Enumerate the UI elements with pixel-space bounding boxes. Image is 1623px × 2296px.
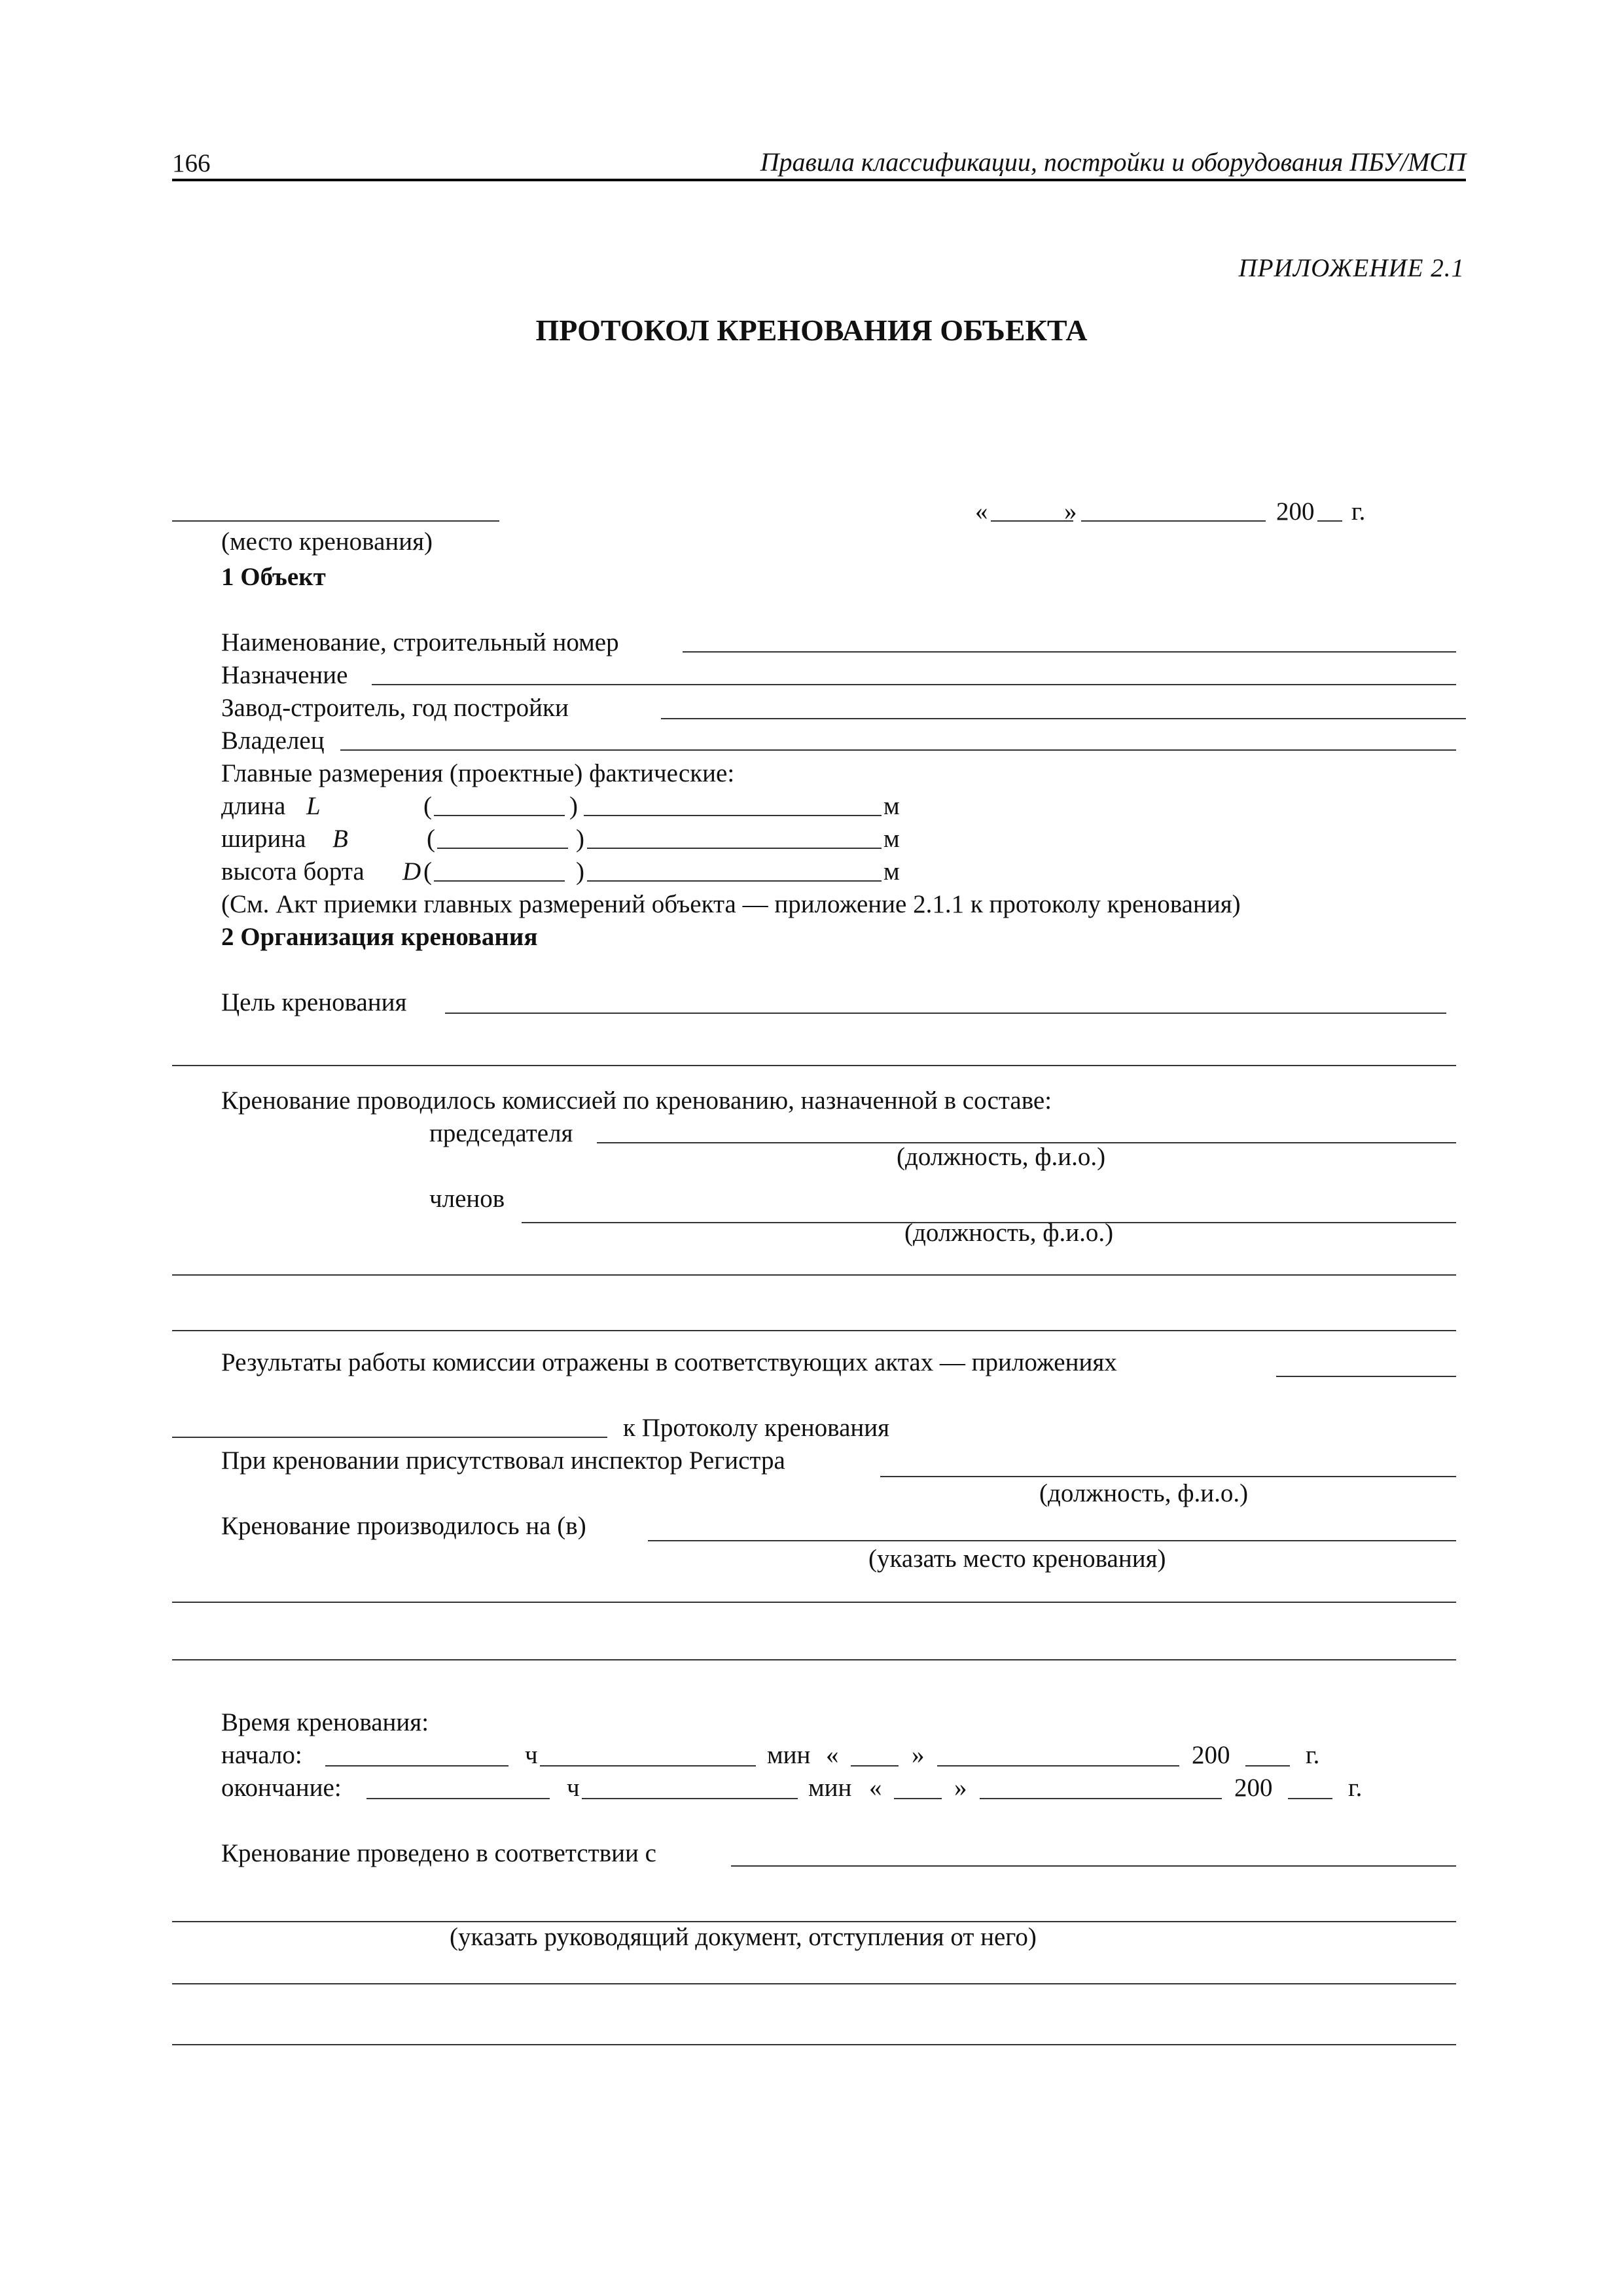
start-minutes-blank[interactable]	[540, 1765, 756, 1767]
inspector-caption: (должность, ф.и.о.)	[1039, 1479, 1249, 1507]
header-rule	[172, 179, 1466, 181]
length-actual-blank[interactable]	[584, 815, 882, 816]
date-quote-open: «	[975, 497, 988, 526]
purpose-label: Назначение	[221, 661, 348, 689]
start-month-blank[interactable]	[937, 1765, 1179, 1767]
inspector-blank[interactable]	[880, 1476, 1456, 1477]
width-actual-blank[interactable]	[587, 848, 882, 849]
date-quote-close: »	[1064, 497, 1077, 526]
members-blank-line-2[interactable]	[172, 1274, 1456, 1276]
end-hours-unit: ч	[567, 1774, 580, 1802]
start-quote-close: »	[912, 1741, 925, 1769]
place-blank[interactable]	[172, 520, 499, 522]
page-number: 166	[172, 149, 211, 177]
start-day-blank[interactable]	[851, 1765, 899, 1767]
accordance-label: Кренование проведено в соответствии с	[221, 1839, 656, 1867]
width-unit: м	[883, 825, 900, 853]
results-text: Результаты работы комиссии отражены в соответствующих актах — приложениях	[221, 1348, 1117, 1376]
start-minutes-unit: мин	[767, 1741, 811, 1769]
name-label: Наименование, строительный номер	[221, 628, 619, 656]
members-caption: (должность, ф.и.о.)	[904, 1219, 1114, 1247]
end-year-prefix: 200	[1234, 1774, 1273, 1802]
section1-heading: 1 Объект	[221, 563, 326, 591]
width-design-blank[interactable]	[437, 848, 568, 849]
width-symbol: B	[332, 825, 348, 853]
length-paren-close: )	[569, 792, 578, 820]
accordance-blank-line-2[interactable]	[172, 1921, 1456, 1922]
goal-label: Цель кренования	[221, 988, 407, 1016]
chairman-label: председателя	[429, 1119, 573, 1147]
end-month-blank[interactable]	[980, 1798, 1222, 1799]
start-year-suffix: г.	[1306, 1741, 1320, 1769]
running-title: Правила классификации, постройки и оборудования ПБУ/МСП	[760, 147, 1466, 177]
location-blank-line-2[interactable]	[172, 1602, 1456, 1603]
start-quote-open: «	[826, 1741, 839, 1769]
end-day-blank[interactable]	[894, 1798, 942, 1799]
end-quote-open: «	[869, 1774, 882, 1802]
depth-label: высота борта	[221, 857, 365, 886]
inspector-label: При креновании присутствовал инспектор Регистра	[221, 1446, 785, 1475]
depth-paren-close: )	[576, 857, 584, 886]
commission-text: Кренование проводилось комиссией по кренованию, назначенной в составе:	[221, 1086, 1052, 1115]
end-quote-close: »	[954, 1774, 967, 1802]
location-label: Кренование производилось на (в)	[221, 1512, 586, 1540]
dimensions-label: Главные размерения (проектные) фактические:	[221, 759, 735, 787]
location-blank-line-3[interactable]	[172, 1659, 1456, 1660]
accordance-blank-line-3[interactable]	[172, 1983, 1456, 1984]
section2-heading: 2 Организация кренования	[221, 923, 538, 951]
time-label: Время кренования:	[221, 1708, 429, 1736]
length-label: длина	[221, 792, 286, 820]
end-year-suffix: г.	[1348, 1774, 1363, 1802]
end-label: окончание:	[221, 1774, 342, 1802]
end-minutes-unit: мин	[808, 1774, 852, 1802]
appendices-blank[interactable]	[172, 1437, 607, 1438]
length-unit: м	[883, 792, 900, 820]
end-year-blank[interactable]	[1288, 1798, 1332, 1799]
builder-blank[interactable]	[661, 718, 1466, 719]
goal-blank-line-2[interactable]	[172, 1065, 1456, 1066]
depth-unit: м	[883, 857, 900, 886]
width-label: ширина	[221, 825, 306, 853]
document-title: ПРОТОКОЛ КРЕНОВАНИЯ ОБЪЕКТА	[535, 314, 1088, 347]
length-symbol: L	[306, 792, 321, 820]
dimensions-note: (См. Акт приемки главных размерений объекта — приложение 2.1.1 к протоколу кренования)	[221, 890, 1241, 918]
depth-symbol: D	[402, 857, 421, 886]
builder-label: Завод-строитель, год постройки	[221, 694, 569, 722]
appendix-label: ПРИЛОЖЕНИЕ 2.1	[1238, 254, 1465, 282]
end-hours-blank[interactable]	[366, 1798, 550, 1799]
start-hours-blank[interactable]	[325, 1765, 508, 1767]
place-caption: (место кренования)	[221, 528, 433, 556]
to-protocol-text: к Протоколу кренования	[623, 1414, 890, 1442]
date-year-prefix: 200	[1276, 497, 1315, 526]
members-blank-line-3[interactable]	[172, 1330, 1456, 1331]
width-paren-close: )	[576, 825, 584, 853]
accordance-blank-line-4[interactable]	[172, 2044, 1456, 2045]
date-year-suffix: г.	[1351, 497, 1366, 526]
date-day-blank[interactable]	[991, 520, 1073, 522]
length-design-blank[interactable]	[434, 815, 565, 816]
goal-blank[interactable]	[445, 1013, 1446, 1014]
depth-design-blank[interactable]	[434, 880, 565, 882]
depth-actual-blank[interactable]	[587, 880, 882, 882]
end-minutes-blank[interactable]	[582, 1798, 798, 1799]
location-blank[interactable]	[648, 1540, 1456, 1541]
depth-paren-open: (	[423, 857, 432, 886]
doc-caption: (указать руководящий документ, отступления от него)	[450, 1923, 1037, 1951]
owner-label: Владелец	[221, 726, 325, 755]
name-blank[interactable]	[683, 651, 1456, 653]
start-label: начало:	[221, 1741, 302, 1769]
date-month-blank[interactable]	[1081, 520, 1266, 522]
purpose-blank[interactable]	[372, 684, 1456, 685]
width-paren-open: (	[427, 825, 435, 853]
accordance-blank[interactable]	[731, 1865, 1456, 1867]
date-year-blank[interactable]	[1317, 520, 1342, 522]
results-blank[interactable]	[1276, 1376, 1456, 1377]
start-hours-unit: ч	[525, 1741, 538, 1769]
owner-blank[interactable]	[340, 749, 1456, 751]
members-label: членов	[429, 1185, 505, 1213]
location-caption: (указать место кренования)	[868, 1545, 1166, 1573]
start-year-prefix: 200	[1192, 1741, 1230, 1769]
chairman-caption: (должность, ф.и.о.)	[897, 1143, 1106, 1171]
start-year-blank[interactable]	[1245, 1765, 1290, 1767]
length-paren-open: (	[423, 792, 432, 820]
